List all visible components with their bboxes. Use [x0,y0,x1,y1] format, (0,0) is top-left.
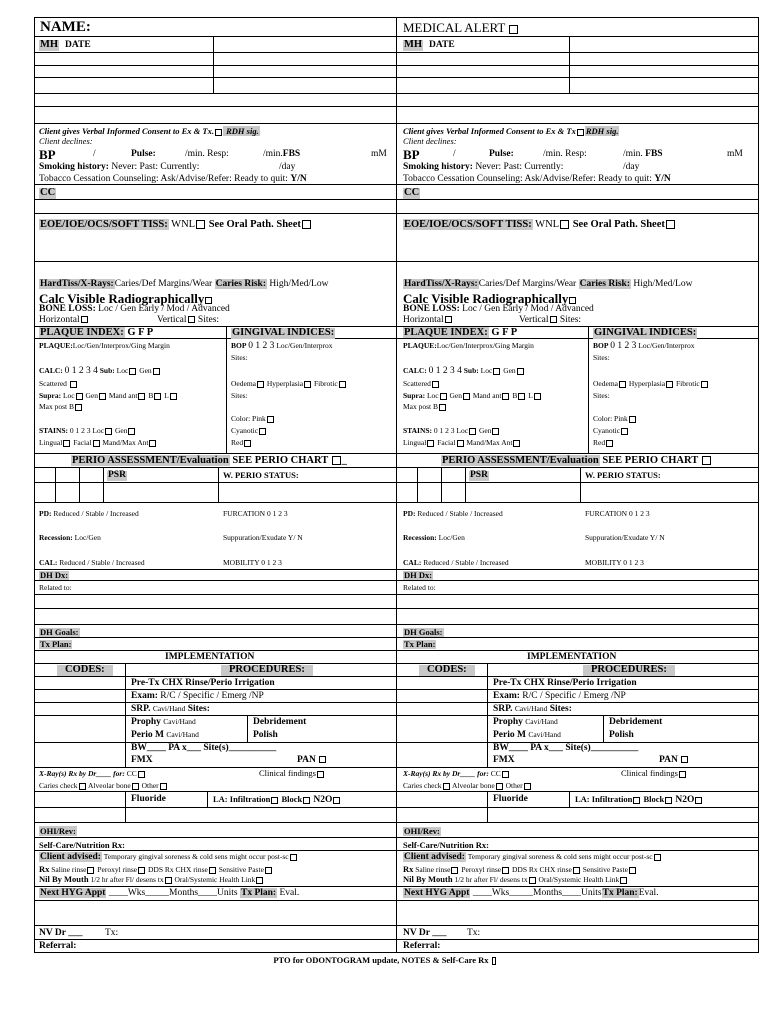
consent-row: Client gives Verbal Informed Consent to Ex & Tx. RDH sig. Client declines: [39,126,259,146]
consent-checkbox[interactable] [215,129,222,136]
psr-entry-row[interactable] [35,483,396,503]
mh-line[interactable] [35,66,396,78]
name-row [35,18,396,37]
plaque-index-row: PLAQUE INDEX: G F P GINGIVAL INDICES: [35,327,396,339]
horizontal-checkbox[interactable] [81,316,88,323]
smoking-row: Smoking history: Never: Past: Currently: /day [39,162,296,172]
mh-line[interactable] [35,53,396,66]
selfcare-row[interactable]: Self-Care/Nutrition Rx: [35,838,396,851]
footer-box-icon [492,957,496,965]
tobacco-row: Tobacco Cessation Counseling: Ask/Advise/Refer: Ready to quit: Y/N [35,173,396,185]
advised-block: Client advised: Temporary gingival soreness & cold sens might occur post-sc Rx Saline rinse Peroxyl rinse DDS Rx CHX rinse Sensitive Paste Nil By Mouth 1/2 hr after Fl/ desens tx Oral/Systemic Health Link [35,851,396,887]
date-label: DATE [65,40,91,50]
perio-title-row: PERIO ASSESSMENT/Evaluation SEE PERIO CHART _ [35,454,396,468]
consent-checkbox[interactable] [577,129,584,136]
mh-row: MH DATE [397,37,759,53]
perio-chart-checkbox[interactable] [332,456,341,465]
horizontal-row: Horizontal Vertical Sites: [35,315,396,327]
footer-note: PTO for ODONTOGRAM update, NOTES & Self-Care Rx [0,955,770,965]
referral-row[interactable]: Referral: [39,941,77,951]
pd-block: PD: Reduced / Stable / Increased FURCATION 0 1 2 3 Recession: Loc/Gen Suppuration/Exudate Y/ N CAL: Reduced / Stable / Increased MOBILITY 0 1 2 3 [39,509,303,567]
codes-row: CODES: PROCEDURES: [35,664,396,677]
right-column: MEDICAL ALERT MH DATE Client gives Verbal Informed Consent to Ex & Tx RDH sig. Client declines: BP / Pulse: /min. Resp: /min. FBS mM Smoking history: Never: Past: Currently: /day Tobacco Cessation Counseling: Ask/Advise/Refer: Ready to quit: Y/N CC EOE/IOE/OCS/SOFT TISS: WNL See Oral Path. Sheet HardTiss/X-Rays:Caries/Def Margins/Wear Caries Risk: High/Med/Low Calc Visible Radiographically BONE LOSS: Loc / Gen Early / Mod / Advanced Horizontal Vertical Sites: PLAQUE INDEX: G F P GINGIVAL INDICES: PLAQUE:Loc/Gen/Interprox/Ging Margin CALC: 0 1 2 3 4 Sub: Loc Gen Scattered Supra: Loc Gen Mand ant B L Max post B STAINS: 0 1 2 3 Loc Gen Lingual Facial Mand/Max Ant BOP 0 1 2 3 Loc/Gen/Interprox Sites: Oedema Hyperplasia Fibrotic Sites: Color: Pink Cyanotic Red PERIO ASSESSMENT/Evaluation SEE PERIO CHART PSR W. PERIO STATUS: PD: Reduced / Stable / Increased FURCATION 0 1 2 3 Recession: Loc/Gen Suppuration/Exudate Y/ N CAL: Reduced / Stable / Increased MOBILITY 0 1 2 3 DH Dx: Related to: DH Goals: Tx Plan: IMPLEMENTATION CODES: PROCEDURES: Pre-Tx CHX Rinse/Perio Irrigation Exam: R/C / Specific / Emerg /NP SRP. Cavi/Hand Sites: Prophy Cavi/Hand Perio M Cavi/Hand Debridement Polish BW____ PA x___ Site(s)__________ FMX PAN X-Ray(s) Rx by Dr____ for: CC Clinical findings Caries check Alveolar bone Other Fluoride LA: Infiltration Block N2O OHI/Rev: Self-Care/Nutrition Rx: Client advised: Temporary gingival soreness & cold sens might occur post-sc Rx Saline rinse Peroxyl rinse DDS Rx CHX rinse Sensitive Paste Nil By Mouth 1/2 hr after Fl/ desens tx Oral/Systemic Health Link Next HYG Appt ____Wks_____Months____UnitsTx Plan:Eval. NV Dr ___ Tx: Referral: [397,18,759,952]
tx-plan-row[interactable]: Tx Plan: [35,638,396,651]
mh-line[interactable] [35,94,396,107]
wnl-checkbox[interactable] [196,220,205,229]
mh-label: MH [40,39,59,50]
medical-alert-row [397,18,759,37]
mh-line[interactable] [35,78,396,94]
calc-visible-checkbox[interactable] [205,297,212,304]
indices-block: PLAQUE:Loc/Gen/Interprox/Ging Margin CALC: 0 1 2 3 4 Sub: Loc Gen Scattered Supra: Loc Gen Mand ant B L Max post B STAINS: 0 1 2 3 Loc Gen Lingual Facial Mand/Max Ant BOP 0 1 2 3 Loc/Gen/Interprox Sites: Oedema Hyperplasia Fibrotic Sites: Color: Pink Cyanotic Red [35,339,396,454]
dh-goals-row[interactable]: DH Goals: [35,625,396,638]
next-appt-row[interactable]: Next HYG Appt ____Wks_____Months____Units Tx Plan: Eval. [35,887,396,901]
mh-row [35,37,396,53]
blank-line[interactable] [35,595,396,609]
name-label: NAME: [40,19,91,35]
vitals-row: BP / Pulse: /min. Resp: /min.FBS mM [39,147,387,162]
bone-loss-row: BONE LOSS: Loc / Gen Early / Mod / Advanced [39,304,230,314]
medical-alert-label: MEDICAL ALERT [403,20,506,35]
cc-row[interactable]: CC [35,185,396,200]
cc-line[interactable] [35,200,396,214]
blank-line[interactable] [35,609,396,625]
declines-label: Client declines: [39,136,93,146]
calc-visible-row: Calc Visible Radiographically [35,290,396,304]
vertical-checkbox[interactable] [188,316,195,323]
medical-alert-checkbox[interactable] [509,25,518,34]
ohi-row[interactable]: OHI/Rev: [35,823,396,838]
related-row[interactable]: Related to: [35,581,396,595]
chart-form [34,17,759,953]
dh-dx-row[interactable]: DH Dx: [35,569,396,581]
left-column: NAME: MH DATE Client gives Verbal Informed Consent to Ex & Tx. RDH sig. Client declines: BP / Pulse: /min. Resp: /min.FBS mM Smoking history: Never: Past: Currently: /day Tobacco Cessation Counseling: Ask/Advise/Refer: Ready to quit: Y/N CC EOE/IOE/OCS/SOFT TISS: WNL See Oral Path. Sheet HardTiss/X-Rays:Caries/Def Margins/Wear Caries Risk: High/Med/Low Calc Visible Radiographically BONE LOSS: Loc / Gen Early / Mod / Advanced Horizontal Vertical Sites: PLAQUE INDEX: G F P GINGIVAL INDICES: PLAQUE:Loc/Gen/Interprox/Ging Margin CALC: 0 1 2 3 4 Sub: Loc Gen Scattered Supra: Loc Gen Mand ant B L Max post B STAINS: 0 1 2 3 Loc Gen Lingual Facial Mand/Max Ant BOP 0 1 2 3 Loc/Gen/Interprox Sites: Oedema Hyperplasia Fibrotic Sites: Color: Pink Cyanotic Red PERIO ASSESSMENT/Evaluation SEE PERIO CHART _ PSR W. PERIO STATUS: PD: Reduced / Stable / Increased FURCATION 0 1 2 3 Recession: Loc/Gen Suppuration/Exudate Y/ N CAL: Reduced / Stable / Increased MOBILITY 0 1 2 3 DH Dx: Related to: DH Goals: Tx Plan: IMPLEMENTATION CODES: PROCEDURES: Pre-Tx CHX Rinse/Perio Irrigation Exam: R/C / Specific / Emerg /NP SRP. Cavi/Hand Sites: Prophy Cavi/Hand Perio M Cavi/Hand Debridement Polish BW____ PA x___ Site(s)__________ FMX PAN X-Ray(s) Rx by Dr____ for: CC Clinical findings Caries check Alveolar bone Other Fluoride LA: Infiltration Block N2O OHI/Rev: Self-Care/Nutrition Rx: Client advised: Temporary gingival soreness & cold sens might occur post-sc Rx Saline rinse Peroxyl rinse DDS Rx CHX rinse Sensitive Paste Nil By Mouth 1/2 hr after Fl/ desens tx Oral/Systemic Health Link Next HYG Appt ____Wks_____Months____Units Tx Plan: Eval. NV Dr ___ Tx: Referral: [35,18,397,952]
mh-line[interactable] [35,107,396,124]
psr-row: PSR W. PERIO STATUS: [35,468,396,483]
hardtiss-row: HardTiss/X-Rays:Caries/Def Margins/Wear Caries Risk: High/Med/Low [40,279,329,289]
eoe-row: EOE/IOE/OCS/SOFT TISS: WNL See Oral Path. Sheet [35,214,396,262]
oral-path-checkbox[interactable] [302,220,311,229]
nv-dr-row[interactable]: NV Dr ___ Tx: [35,926,396,940]
implementation-row: IMPLEMENTATION [35,651,396,664]
